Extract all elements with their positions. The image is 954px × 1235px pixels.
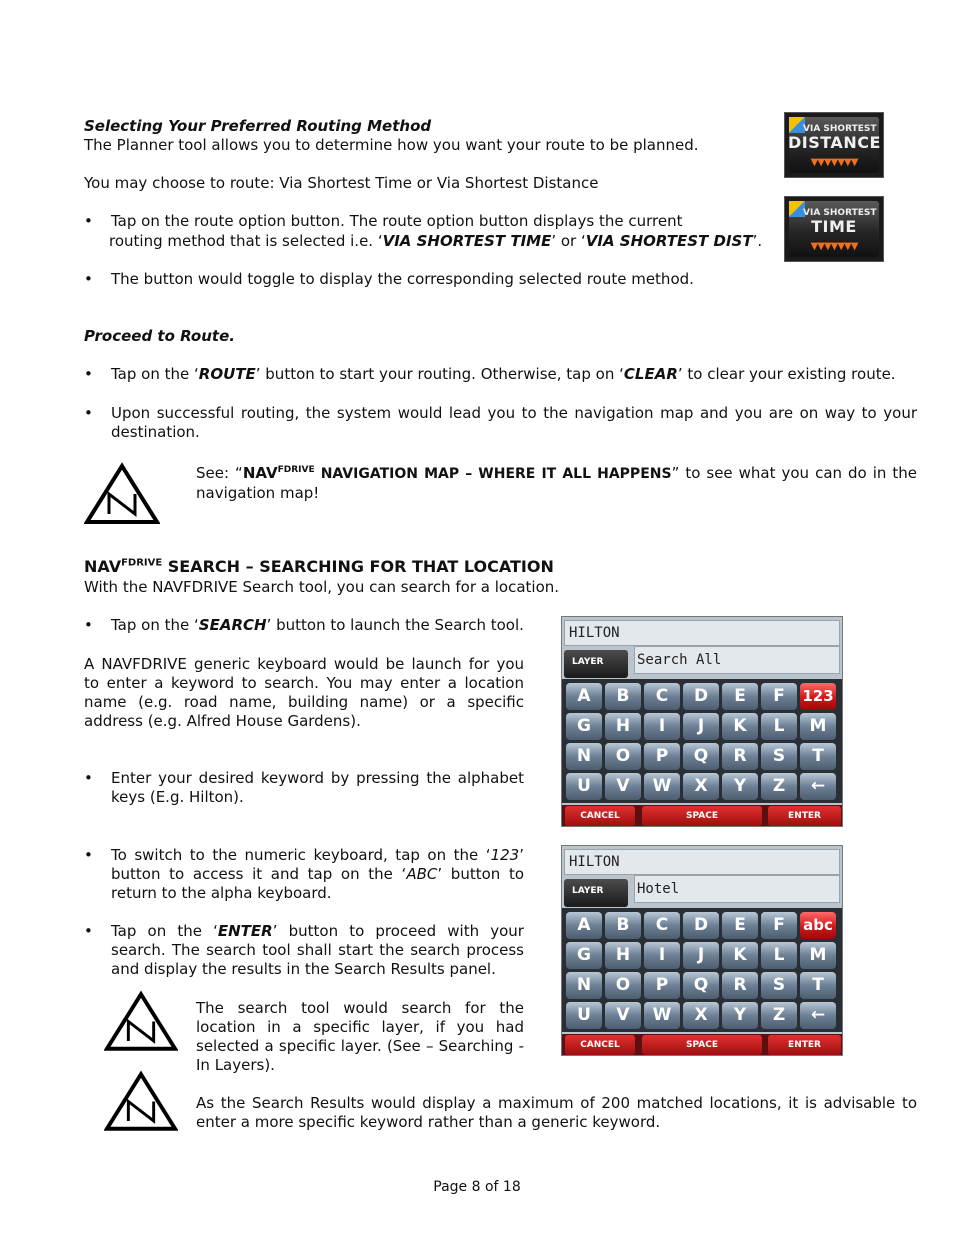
routing-bullet-1-line-2: routing method that is selected i.e. ‘VIA SHORTEST TIME’ or ‘VIA SHORTEST DIST’. (109, 232, 763, 250)
keyboard-key[interactable]: C (644, 912, 680, 939)
keyword-input[interactable]: HILTON (564, 849, 840, 875)
search-keyboard-paragraph: A NAVFDRIVE generic keyboard would be launch for you to enter a keyword to search. You may enter a location name (e.g. road name, building name) or a specific address (e.g. Alfred House Gardens). (84, 655, 524, 730)
keyboard-key[interactable]: C (644, 683, 680, 710)
proceed-bullet-2: Upon successful routing, the system would lead you to the navigation map and you are on way to your destination. (111, 404, 917, 441)
via-shortest-distance-button[interactable]: VIA SHORTEST DISTANCE ▼▼▼▼▼▼▼ (784, 112, 884, 178)
arrow-dots-icon: ▼▼▼▼▼▼▼ (810, 241, 858, 252)
nav-note-icon (104, 1070, 178, 1132)
keyboard-key[interactable]: F (761, 912, 797, 939)
keyboard-key[interactable]: R (722, 972, 758, 999)
search-bullet-3: To switch to the numeric keyboard, tap on the ‘123’ button to access it and tap on the ‘ABC’ button to return to the alpha keyboard. (111, 846, 525, 902)
bullet-dot: • (84, 769, 93, 787)
routing-bullet-2: The button would toggle to display the corresponding selected route method. (111, 270, 694, 288)
keyboard-key[interactable]: ← (800, 1002, 836, 1029)
see-navigation-map-note: See: “$NAV^{FDRIVE}$ NAVIGATION MAP – WHERE IT ALL HAPPENS” to see what you can do in the navigation map! (196, 464, 917, 502)
keyboard-key[interactable]: K (722, 713, 758, 740)
keyboard-key[interactable]: V (605, 773, 641, 800)
keyboard-key[interactable]: N (566, 743, 602, 770)
keyboard-key[interactable]: D (683, 683, 719, 710)
space-button[interactable]: SPACE (642, 1035, 762, 1055)
search-bullet-2: Enter your desired keyword by pressing the alphabet keys (E.g. Hilton). (111, 769, 524, 806)
bullet-dot: • (84, 922, 93, 940)
keyboard-key[interactable]: W (644, 773, 680, 800)
section-heading-search: $NAV^{FDRIVE}$ SEARCH – SEARCHING FOR THAT LOCATION (84, 557, 554, 576)
layer-field: Search All (634, 646, 840, 674)
enter-button[interactable]: ENTER (768, 806, 841, 826)
keyboard-key[interactable]: W (644, 1002, 680, 1029)
keyboard-key[interactable]: P (644, 743, 680, 770)
keyboard-key[interactable]: P (644, 972, 680, 999)
keyboard-key[interactable]: O (605, 743, 641, 770)
keyboard-key[interactable]: Z (761, 773, 797, 800)
keyboard-action-bar (562, 805, 843, 827)
keyboard-key[interactable]: O (605, 972, 641, 999)
keyboard-key[interactable]: J (683, 713, 719, 740)
keyboard-key[interactable]: N (566, 972, 602, 999)
keyboard-key[interactable]: S (761, 972, 797, 999)
keyboard-key[interactable]: H (605, 942, 641, 969)
keyboard-key[interactable]: G (566, 713, 602, 740)
bullet-dot: • (84, 846, 93, 864)
key-grid (562, 679, 843, 803)
keyboard-key[interactable]: Z (761, 1002, 797, 1029)
nav-note-icon (84, 462, 160, 525)
via-shortest-time-button[interactable]: VIA SHORTEST TIME ▼▼▼▼▼▼▼ (784, 196, 884, 262)
search-results-note: As the Search Results would display a maximum of 200 matched locations, it is advisable to enter a more specific keyword rather than a generic keyword. (196, 1094, 917, 1131)
keyboard-key[interactable]: Q (683, 743, 719, 770)
keyboard-key[interactable]: Q (683, 972, 719, 999)
section-heading-routing: Selecting Your Preferred Routing Method (84, 117, 432, 135)
keyboard-key[interactable]: E (722, 683, 758, 710)
keyboard-key[interactable]: X (683, 773, 719, 800)
keyboard-key[interactable]: F (761, 683, 797, 710)
keyboard-key[interactable]: M (800, 942, 836, 969)
keyword-input[interactable]: HILTON (564, 620, 840, 646)
search-keyboard-screenshot-alpha (561, 616, 843, 827)
page-footer: Page 8 of 18 (433, 1179, 521, 1195)
keyboard-key[interactable]: T (800, 972, 836, 999)
routing-bullet-1-line-1: Tap on the route option button. The route option button displays the current (111, 212, 683, 230)
keyboard-key[interactable]: L (761, 713, 797, 740)
search-intro: With the NAVFDRIVE Search tool, you can search for a location. (84, 578, 560, 596)
search-layer-note: The search tool would search for the location in a specific layer, if you had selected a specific layer. (See – Searching -In Layers). (196, 999, 524, 1074)
toggle-keyboard-key[interactable]: 123 (800, 683, 836, 710)
cancel-button[interactable]: CANCEL (565, 806, 635, 826)
enter-button[interactable]: ENTER (768, 1035, 841, 1055)
keyboard-key[interactable]: S (761, 743, 797, 770)
layer-button[interactable]: LAYER (564, 650, 628, 678)
section-heading-proceed: Proceed to Route. (84, 327, 235, 345)
routing-choice-text: You may choose to route: Via Shortest Time or Via Shortest Distance (84, 174, 599, 192)
keyboard-key[interactable]: T (800, 743, 836, 770)
key-grid (562, 908, 843, 1032)
layer-button[interactable]: LAYER (564, 879, 628, 907)
keyboard-key[interactable]: Y (722, 773, 758, 800)
layer-field: Hotel (634, 875, 840, 903)
keyboard-key[interactable]: K (722, 942, 758, 969)
search-keyboard-screenshot-hotel (561, 845, 843, 1056)
keyboard-key[interactable]: V (605, 1002, 641, 1029)
toggle-keyboard-key[interactable]: abc (800, 912, 836, 939)
arrow-dots-icon: ▼▼▼▼▼▼▼ (810, 157, 858, 168)
keyboard-key[interactable]: H (605, 713, 641, 740)
cancel-button[interactable]: CANCEL (565, 1035, 635, 1055)
routing-intro: The Planner tool allows you to determine how you want your route to be planned. (84, 136, 699, 154)
proceed-bullet-1: Tap on the ‘ROUTE’ button to start your routing. Otherwise, tap on ‘CLEAR’ to clear your existing route. (111, 365, 896, 383)
keyboard-key[interactable]: B (605, 683, 641, 710)
keyboard-key[interactable]: E (722, 912, 758, 939)
bullet-dot: • (84, 404, 93, 422)
bullet-dot: • (84, 365, 93, 383)
keyboard-key[interactable]: B (605, 912, 641, 939)
keyboard-key[interactable]: I (644, 942, 680, 969)
keyboard-key[interactable]: A (566, 683, 602, 710)
space-button[interactable]: SPACE (642, 806, 762, 826)
keyboard-key[interactable]: ← (800, 773, 836, 800)
keyboard-key[interactable]: X (683, 1002, 719, 1029)
keyboard-action-bar (562, 1034, 843, 1056)
keyboard-key[interactable]: G (566, 942, 602, 969)
search-bullet-4: Tap on the ‘ENTER’ button to proceed with your search. The search tool shall start the search process and display the results in the Search Results panel. (111, 922, 524, 978)
keyboard-key[interactable]: D (683, 912, 719, 939)
keyboard-key[interactable]: U (566, 1002, 602, 1029)
keyboard-key[interactable]: M (800, 713, 836, 740)
keyboard-key[interactable]: I (644, 713, 680, 740)
bullet-dot: • (84, 212, 93, 230)
keyboard-key[interactable]: U (566, 773, 602, 800)
keyboard-key[interactable]: R (722, 743, 758, 770)
bullet-dot: • (84, 616, 93, 634)
keyboard-key[interactable]: Y (722, 1002, 758, 1029)
nav-note-icon (104, 990, 178, 1052)
keyboard-key[interactable]: A (566, 912, 602, 939)
keyboard-key[interactable]: J (683, 942, 719, 969)
bullet-dot: • (84, 270, 93, 288)
keyboard-key[interactable]: L (761, 942, 797, 969)
search-bullet-1: Tap on the ‘SEARCH’ button to launch the Search tool. (111, 616, 524, 634)
